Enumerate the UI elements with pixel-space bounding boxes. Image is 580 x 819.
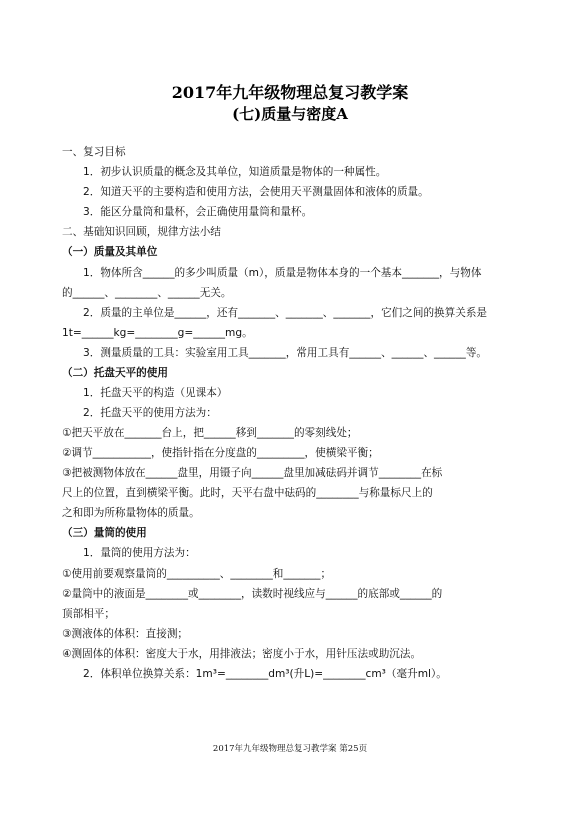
paragraph-line: 2．质量的主单位是______，还有_______、_______、_______，它们之间的换算关系是 [83, 307, 488, 319]
paragraph-line: ②调节___________，使指针指在分度盘的_________，使横梁平衡； [62, 447, 379, 459]
paragraph-line: ①把天平放在_______台上，把______移到_______的零刻线处； [62, 427, 358, 439]
paragraph-line: 1．物体所含______的多少叫质量（m），质量是物体本身的一个基本_______，与物体 [83, 267, 482, 279]
paragraph-line: 2．托盘天平的使用方法为： [83, 407, 217, 419]
paragraph-line: ②量筒中的液面是________或________，读数时视线应与______的底部或______的 [62, 588, 443, 600]
paragraph-line: 的______、________、______无关。 [62, 287, 232, 299]
paragraph-line: 顶部相平； [62, 608, 115, 620]
section-heading-basics: 二、基础知识回顾，规律方法小结 [62, 226, 221, 238]
paragraph-line: ③把被测物体放在______盘里，用镊子向______盘里加减砝码并调节________在标 [62, 467, 443, 479]
paragraph-line: 1．量筒的使用方法为： [83, 547, 196, 559]
paragraph-line: 2．体积单位换算关系：1m³=________dm³(升L)=________cm³（毫升ml）。 [83, 668, 447, 680]
paragraph-line: 尺上的位置，直到横梁平衡。此时，天平右盘中砝码的________与称量标尺上的 [62, 487, 433, 499]
page-subtitle: (七)质量与密度A [232, 105, 348, 123]
paragraph-line: 1．托盘天平的构造（见课本） [83, 387, 228, 399]
section-heading-review-goals: 一、复习目标 [62, 146, 126, 158]
paragraph-line: ①使用前要观察量筒的__________、________和_______； [62, 568, 332, 580]
paragraph-line: 之和即为所称量物体的质量。 [62, 507, 200, 519]
paragraph-line: 3．测量质量的工具：实验室用工具_______，常用工具有______、______、______等。 [83, 347, 488, 359]
goal-item: 1．初步认识质量的概念及其单位，知道质量是物体的一种属性。 [83, 166, 387, 178]
goal-item: 2．知道天平的主要构造和使用方法，会使用天平测量固体和液体的质量。 [83, 186, 429, 198]
paragraph-line: ③测液体的体积：直接测； [62, 628, 189, 640]
goal-item: 3．能区分量筒和量杯，会正确使用量筒和量杯。 [83, 206, 313, 218]
subsection-heading-balance: （二）托盘天平的使用 [62, 367, 168, 379]
subsection-heading-cylinder: （三）量筒的使用 [62, 527, 147, 539]
subsection-heading-mass: （一）质量及其单位 [62, 246, 158, 258]
page-footer: 2017年九年级物理总复习教学案 第25页 [212, 744, 368, 754]
page-title: 2017年九年级物理总复习教学案 [171, 83, 409, 102]
paragraph-line: ④测固体的体积：密度大于水，用排液法；密度小于水，用针压法或助沉法。 [62, 648, 422, 660]
paragraph-line: 1t=______kg=________g=______mg。 [62, 327, 253, 339]
